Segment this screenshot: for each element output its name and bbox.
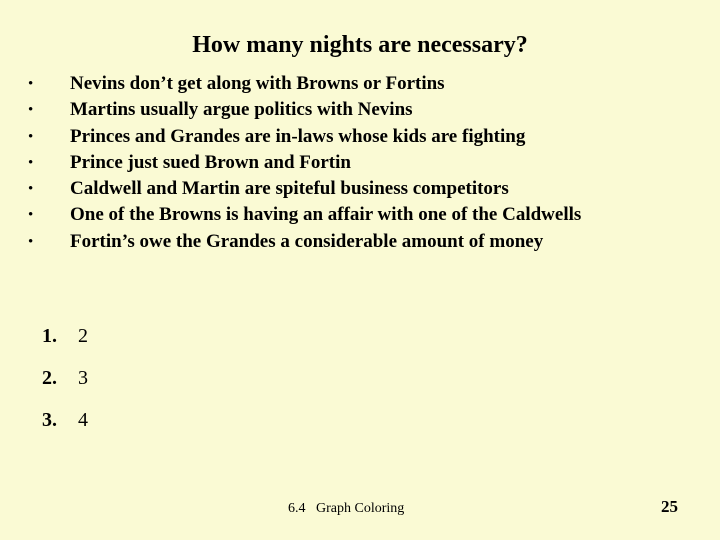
- bullet-text: Prince just sued Brown and Fortin: [70, 151, 351, 173]
- answer-option: [42, 364, 88, 392]
- answer-list: [42, 322, 88, 448]
- answer-number: 2.: [42, 367, 57, 389]
- bullet-item: [28, 202, 581, 228]
- answer-number: 3.: [42, 409, 57, 431]
- bullet-text: Nevins don’t get along with Browns or Fortins: [70, 73, 445, 94]
- answer-value: 2: [78, 325, 88, 347]
- bullet-icon: •: [28, 154, 34, 171]
- bullet-item: [28, 124, 581, 150]
- answer-option: [42, 406, 88, 434]
- bullet-text: Princes and Grandes are in-laws whose kids are fighting: [70, 125, 526, 147]
- answer-number: 1.: [42, 325, 57, 347]
- answer-value: 4: [78, 409, 88, 431]
- bullet-icon: •: [28, 76, 34, 92]
- bullet-icon: •: [28, 181, 34, 198]
- bullet-item: [28, 97, 581, 123]
- bullet-icon: •: [28, 102, 34, 119]
- bullet-list: [28, 71, 581, 255]
- page-number: 25: [661, 497, 678, 516]
- bullet-item: [28, 71, 581, 97]
- answer-option: [42, 322, 88, 350]
- bullet-icon: •: [28, 128, 34, 145]
- bullet-icon: •: [28, 207, 34, 224]
- bullet-item: [28, 176, 581, 202]
- answer-value: 3: [78, 367, 88, 389]
- bullet-item: [28, 150, 581, 176]
- bullet-text: Caldwell and Martin are spiteful business competitors: [70, 178, 509, 200]
- bullet-text: Martins usually argue politics with Nevins: [70, 99, 413, 121]
- bullet-item: [28, 229, 581, 255]
- bullet-text: One of the Browns is having an affair with one of the Caldwells: [70, 204, 582, 226]
- bullet-text: Fortin’s owe the Grandes a considerable amount of money: [70, 230, 544, 252]
- bullet-icon: •: [28, 233, 34, 250]
- slide-title: How many nights are necessary?: [192, 32, 528, 58]
- footer-section-label: 6.4 Graph Coloring: [288, 501, 405, 516]
